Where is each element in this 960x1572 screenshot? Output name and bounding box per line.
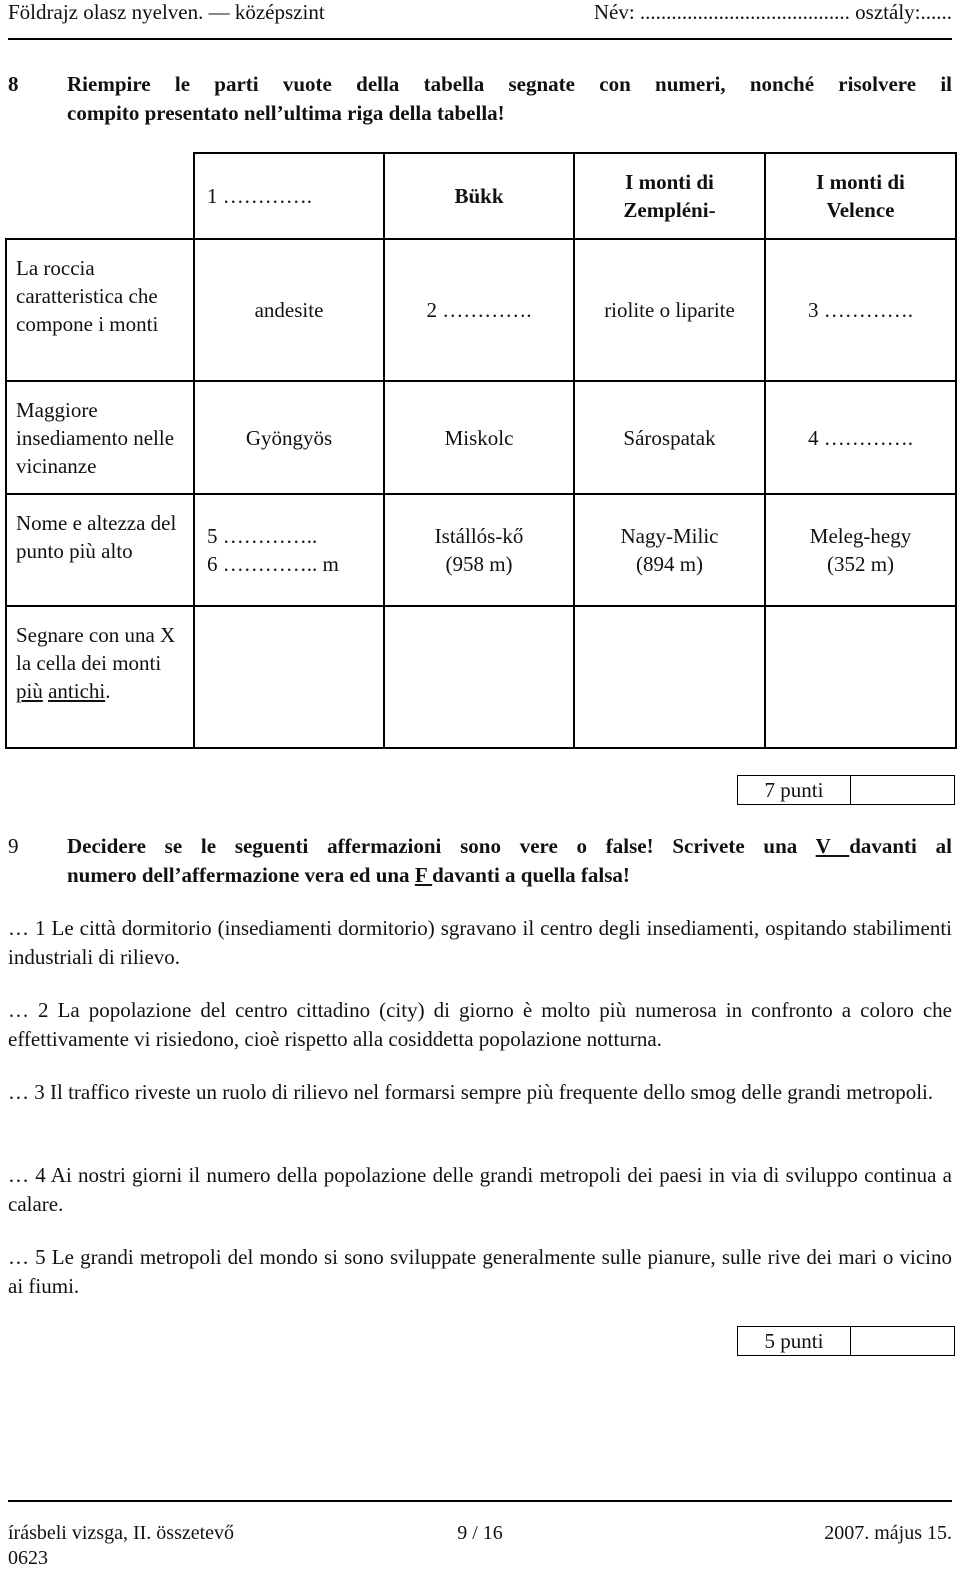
score-label-q8: 7 punti	[738, 776, 851, 804]
q9-instruction-line2	[67, 861, 952, 890]
score-field-q8[interactable]	[851, 776, 954, 804]
q9-line1-a: Decidere se le seguenti affermazioni sono vere o false! Scrivete una	[67, 834, 816, 858]
cell-peak-3: Nagy-Milic (894 m)	[574, 494, 765, 606]
table-header-row	[6, 153, 956, 239]
footer-exam: írásbeli vizsga, II. összetevő	[8, 1522, 235, 1544]
footer-divider	[8, 1500, 952, 1502]
header-name-class: Név: ........................................ osztály:......	[593, 0, 952, 24]
cell-peak-2: Istállós-kő (958 m)	[384, 494, 574, 606]
cell-peak-6: 6 ………….. m	[207, 552, 339, 576]
cell-oldest-2[interactable]	[384, 606, 574, 748]
cell-rock-3: riolite o liparite	[574, 239, 765, 381]
q9-letter-v: V	[815, 834, 850, 858]
cell-peak-1[interactable]	[194, 494, 384, 606]
cell-oldest-4[interactable]	[765, 606, 956, 748]
q8-text-line2: compito presentato nell’ultima riga della tabella!	[67, 101, 505, 125]
q8-number: 8	[8, 72, 19, 96]
row-label-peak: Nome e altezza del punto più alto	[6, 494, 194, 606]
statement-5[interactable]: … 5 Le grandi metropoli del mondo si sono sviluppate generalmente sulle pianure, sulle rive dei mari o vicino ai fiumi.	[8, 1245, 952, 1298]
header-divider	[8, 38, 952, 40]
q9-line1-b: davanti al	[849, 834, 952, 858]
cell-settlement-1: Gyöngyös	[194, 381, 384, 494]
row-label-oldest-text: Segnare con una X la cella dei monti	[16, 623, 176, 675]
q8-text-line1: Riempire le parti vuote della tabella segnate con numeri, nonché risolvere il	[67, 72, 952, 96]
cell-peak-4: Meleg-hegy (352 m)	[765, 494, 956, 606]
col-header-bukk: Bükk	[384, 153, 574, 239]
row-label-oldest	[6, 606, 194, 748]
statement-1[interactable]: … 1 Le città dormitorio (insediamenti dormitorio) sgravano il centro degli insediamenti, ospitando stabilimenti industriali di rilievo.	[8, 916, 952, 969]
table-row-rock	[6, 239, 956, 381]
score-box-q9	[737, 1326, 955, 1356]
col-header-1: 1 ………….	[194, 153, 384, 239]
q9-instruction-line1	[67, 832, 952, 861]
geography-table	[5, 152, 957, 749]
table-row-peak	[6, 494, 956, 606]
row-label-oldest-antichi: antichi	[48, 679, 106, 703]
table-row-settlement	[6, 381, 956, 494]
score-label-q9: 5 punti	[738, 1327, 851, 1355]
q9-letter-f: F	[414, 863, 433, 887]
score-box-q8	[737, 775, 955, 805]
empty-corner-cell	[6, 153, 194, 239]
row-label-rock: La roccia caratteristica che compone i monti	[6, 239, 194, 381]
cell-settlement-2: Miskolc	[384, 381, 574, 494]
table-row-oldest	[6, 606, 956, 748]
cell-rock-4[interactable]: 3 ………….	[765, 239, 956, 381]
footer-page-number: 9 / 16	[457, 1522, 503, 1544]
q9-line2-a: numero dell’affermazione vera ed una	[67, 863, 415, 887]
row-label-oldest-period: .	[105, 679, 111, 703]
cell-settlement-4[interactable]: 4 ………….	[765, 381, 956, 494]
statement-3[interactable]: … 3 Il traffico riveste un ruolo di rilievo nel formarsi sempre più frequente dello smog delle grandi metropoli.	[8, 1080, 934, 1104]
header-subject: Földrajz olasz nyelven. — középszint	[8, 0, 325, 24]
footer-code: 0623	[8, 1547, 48, 1569]
cell-rock-1: andesite	[194, 239, 384, 381]
score-field-q9[interactable]	[851, 1327, 954, 1355]
cell-oldest-3[interactable]	[574, 606, 765, 748]
footer-date: 2007. május 15.	[824, 1522, 952, 1544]
statement-4[interactable]: … 4 Ai nostri giorni il numero della popolazione delle grandi metropoli dei paesi in via di sviluppo continua a calare.	[8, 1163, 952, 1216]
cell-oldest-1[interactable]	[194, 606, 384, 748]
col-header-zempleni: I monti di Zempléni-	[574, 153, 765, 239]
cell-peak-5: 5 …………..	[207, 524, 318, 548]
page-header	[8, 0, 952, 36]
cell-settlement-3: Sárospatak	[574, 381, 765, 494]
cell-rock-2[interactable]: 2 ………….	[384, 239, 574, 381]
col-header-velence: I monti di Velence	[765, 153, 956, 239]
statement-2[interactable]: … 2 La popolazione del centro cittadino (city) di giorno è molto più numerosa in confronto a coloro che effettivamente vi risiedono, cioè rispetto alla cosiddetta popolazione notturna.	[8, 998, 952, 1051]
row-label-settlement: Maggiore insediamento nelle vicinanze	[6, 381, 194, 494]
row-label-oldest-piu: più	[16, 679, 43, 703]
q9-line2-b: davanti a quella falsa!	[432, 863, 630, 887]
q9-number: 9	[8, 834, 19, 858]
